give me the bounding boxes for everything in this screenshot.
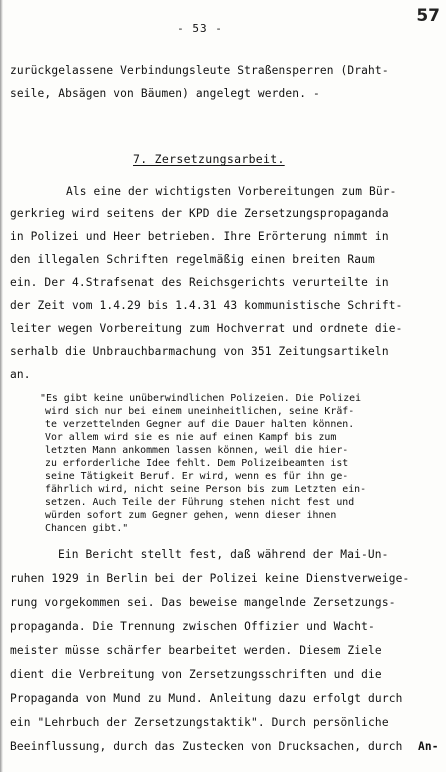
quote-line: seine Tätigkeit Beruf. Er wird, wenn es für ihn ge-	[45, 471, 349, 482]
quote-line: Vor allem wird sie es nie auf einen Kampf bis zum	[45, 432, 337, 443]
quote-line: Chancen gibt."	[45, 523, 129, 534]
text-line: ein. Der 4.Strafsenat des Reichsgerichts verurteilte in	[10, 276, 389, 289]
text-line: an.	[10, 368, 31, 381]
text-line: der Zeit vom 1.4.29 bis 1.4.31 43 kommunistische Schrift-	[10, 299, 403, 312]
text-line: zurückgelassene Verbindungsleute Straßensperren (Draht-	[10, 64, 389, 77]
quote-line: "Es gibt keine unüberwindlichen Polizeien. Die Polizei	[40, 393, 362, 404]
quote-line: würden sofort zum Gegner gehen, wenn dieser ihnen	[45, 510, 337, 521]
page-number: - 53 -	[177, 22, 223, 35]
text-line: Als eine der wichtigsten Vorbereitungen zum Bür-	[66, 185, 397, 198]
text-line: propaganda. Die Trennung zwischen Offizier und Wacht-	[10, 620, 375, 633]
catchword: An-	[418, 740, 439, 753]
text-line: Beeinflussung, durch das Zustecken von Drucksachen, durch	[10, 740, 403, 753]
text-line: Ein Bericht stellt fest, daß während der Mai-Un-	[58, 548, 389, 561]
quote-line: letzten Mann ankommen lassen können, weil die hier-	[45, 445, 349, 456]
text-line: serhalb die Unbrauchbarmachung von 351 Zeitungsartikeln	[10, 345, 389, 358]
text-line: ruhen 1929 in Berlin bei der Polizei keine Dienstverweige-	[10, 572, 410, 585]
text-line: seile, Absägen von Bäumen) angelegt werden. -	[10, 87, 320, 100]
text-line: Propaganda von Mund zu Mund. Anleitung dazu erfolgt durch	[10, 692, 403, 705]
archive-page-number: 57	[416, 6, 440, 26]
text-line: rung vorgekommen sei. Das beweise mangelnde Zersetzungs-	[10, 596, 396, 609]
quote-line: setzen. Auch Teile der Führung stehen nicht fest und	[45, 497, 355, 508]
quote-line: te verzettelnden Gegner auf die Dauer halten können.	[45, 419, 355, 430]
quote-line: zu erforderliche Idee fehlt. Dem Polizeibeamten ist	[45, 458, 349, 469]
text-line: dient die Verbreitung von Zersetzungsschriften und die	[10, 668, 382, 681]
text-line: leiter wegen Vorbereitung zum Hochverrat und ordnete die-	[10, 322, 403, 335]
scan-edge-shadow	[0, 0, 3, 772]
text-line: den illegalen Schriften regelmäßig einen breiten Raum	[10, 253, 375, 266]
text-line: in Polizei und Heer betrieben. Ihre Erörterung nimmt in	[10, 230, 389, 243]
quote-line: fährlich wird, nicht seine Person bis zum Letzten ein-	[45, 484, 367, 495]
quote-line: wird sich nur bei einem uneinheitlichen, seine Kräf-	[45, 406, 355, 417]
text-line: ein "Lehrbuch der Zersetzungstaktik". Durch persönliche	[10, 716, 389, 729]
section-heading: 7. Zersetzungsarbeit.	[133, 152, 285, 166]
text-line: meister müsse schärfer bearbeitet werden. Diesem Ziele	[10, 644, 382, 657]
text-line: gerkrieg wird seitens der KPD die Zersetzungspropaganda	[10, 207, 389, 220]
